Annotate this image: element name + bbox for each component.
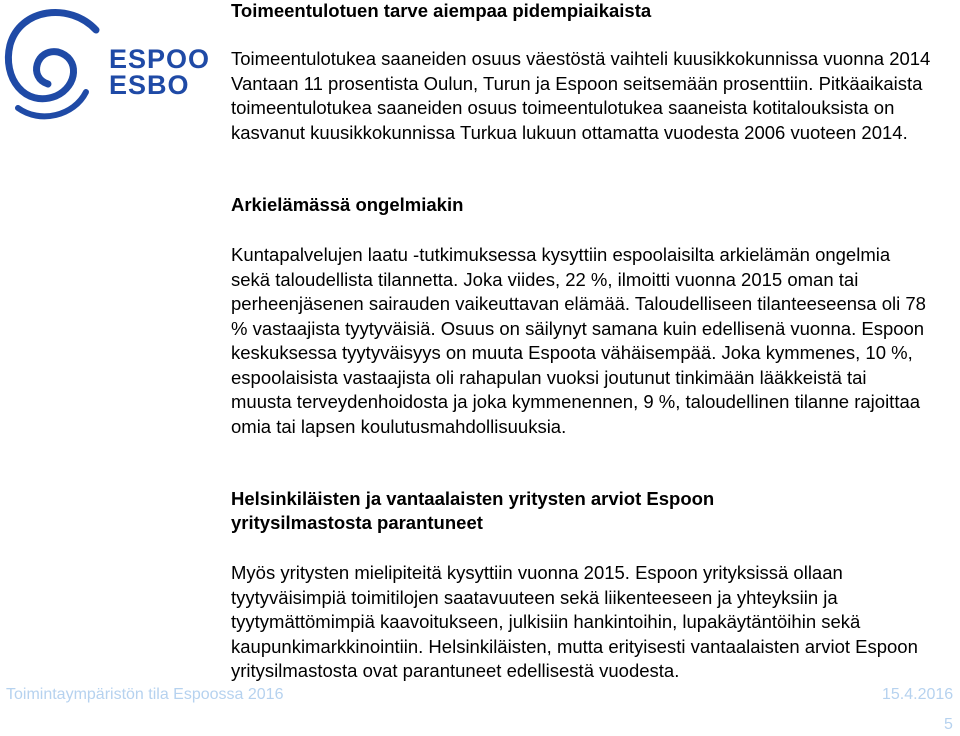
section-paragraph: Myös yritysten mielipiteitä kysyttiin vuonna 2015. Espoon yrityksissä ollaan tyytyväisimpiä toimitilojen saatavuuteen sekä liikenteeseen ja yhteyksiin ja tyytymättömimpiä kaavoitukseen, julkisiin hankintoihin, lupakäytäntöihin sekä kaupunkimarkkinointiin. Helsinkiläisten, mutta erityisesti vantaalaisten arviot Espoon yritysilmastosta ovat parantuneet edellisestä vuodesta. xyxy=(231,562,918,681)
section-paragraph: Toimeentulotukea saaneiden osuus väestöstä vaihteli kuusikkokunnissa vuonna 2014 Vantaan 11 prosentista Oulun, Turun ja Espoon seitsemään prosenttiin. Pitkäaikaista toimeentulotukea saaneiden osuus toimeentulotukea saaneista kotitalouksista on kasvanut kuusikkokunnissa Turkua lukuun ottamatta vuodesta 2006 vuoteen 2014. xyxy=(231,48,931,143)
section-heading: Helsinkiläisten ja vantaalaisten yritysten arviot Espoon yritysilmastosta parantuneet xyxy=(231,488,715,533)
espoo-logo xyxy=(0,0,211,130)
logo-text-esbo: ESBO xyxy=(109,70,190,100)
section-heading: Toimeentulotuen tarve aiempaa pidempiaikaista xyxy=(231,0,652,21)
section-heading: Arkielämässä ongelmiakin xyxy=(231,194,464,215)
section-paragraph: Kuntapalvelujen laatu -tutkimuksessa kysyttiin espoolaisilta arkielämän ongelmia sekä taloudellista tilannetta. Joka viides, 22 %, ilmoitti vuonna 2015 oman tai perheenjäsenen sairauden vaikeuttavan elämää. Taloudelliseen tilanteeseensa oli 78 % vastaajista tyytyväisiä. Osuus on säilynyt samana kuin edellisenä vuonna. Espoon keskuksessa tyytyväisyys on muuta Espoota vähäisempää. Joka kymmenes, 10 %, espoolaisista vastaajista oli rahapulan vuoksi joutunut tinkimään lääkkeistä tai muusta terveydenhoidosta ja joka kymmenennen, 9 %, taloudellinen tilanne rajoittaa omia tai lapsen koulutusmahdollisuuksia. xyxy=(231,244,926,437)
page-number: 5 xyxy=(944,716,953,733)
footer-date: 15.4.2016 xyxy=(882,686,954,703)
espoo-swirl-icon xyxy=(0,0,110,130)
footer-title: Toimintaympäristön tila Espoossa 2016 xyxy=(6,686,284,703)
logo-text-espoo: ESPOO xyxy=(109,44,211,74)
